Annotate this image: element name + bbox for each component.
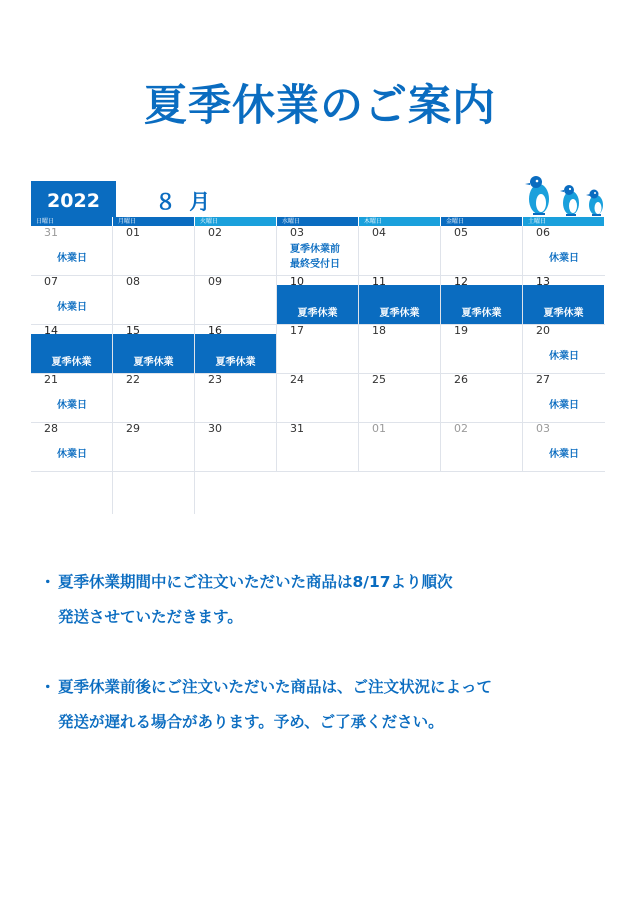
- day-number: 17: [290, 324, 304, 337]
- calendar-day: [113, 275, 194, 323]
- day-number: 19: [454, 324, 468, 337]
- notice-2-line-1: 夏季休業前後にご注文いただいた商品は、ご注文状況によって: [58, 678, 493, 696]
- bullet: ・: [40, 573, 56, 591]
- calendar-day: [195, 373, 276, 421]
- holiday-label: 休業日: [57, 449, 87, 460]
- weekday-header: 水曜日: [277, 217, 358, 226]
- day-number: 31: [290, 422, 304, 435]
- weekday-header: 火曜日: [195, 217, 276, 226]
- calendar-day: [359, 275, 440, 324]
- day-number: 02: [208, 226, 222, 239]
- weekday-header: 月曜日: [113, 217, 194, 226]
- penguin-icons: [523, 175, 609, 217]
- calendar-day: [523, 373, 604, 421]
- day-number: 03: [290, 226, 304, 239]
- calendar-day: [277, 373, 358, 421]
- day-number: 28: [44, 422, 58, 435]
- calendar-day: [195, 275, 276, 323]
- notice-2-line-2: 発送が遅れる場合があります。予め、ご了承ください。: [58, 713, 444, 731]
- calendar-day: [441, 324, 522, 372]
- day-number: 01: [372, 422, 386, 435]
- day-number: 24: [290, 373, 304, 386]
- weekday-header: 木曜日: [359, 217, 440, 226]
- day-number: 08: [126, 275, 140, 288]
- summer-holiday-label: 夏季休業: [461, 308, 502, 319]
- day-number: 15: [126, 324, 140, 337]
- calendar-day: [441, 275, 522, 324]
- day-number: 09: [208, 275, 222, 288]
- calendar-day: [277, 226, 358, 274]
- summer-holiday-label: 夏季休業: [379, 308, 420, 319]
- calendar-day: [113, 422, 194, 470]
- weekday-header: 日曜日: [31, 217, 112, 226]
- notice-1-line-1: 夏季休業期間中にご注文いただいた商品は8/17より順次: [58, 573, 453, 591]
- calendar-day: [277, 324, 358, 372]
- day-number: 21: [44, 373, 58, 386]
- penguin-icon: [560, 185, 579, 216]
- day-number: 07: [44, 275, 58, 288]
- holiday-label: 休業日: [549, 351, 579, 362]
- day-number: 27: [536, 373, 550, 386]
- calendar-day: [113, 373, 194, 421]
- day-number: 01: [126, 226, 140, 239]
- summer-holiday-label: 夏季休業: [51, 357, 92, 368]
- calendar-day: [31, 226, 112, 274]
- day-number: 13: [536, 275, 550, 288]
- page-title: 夏季休業のご案内: [144, 81, 496, 131]
- holiday-label: 休業日: [57, 400, 87, 411]
- deadline-note-line: 夏季休業前: [290, 244, 340, 255]
- holiday-label: 休業日: [549, 400, 579, 411]
- calendar-day: [359, 226, 440, 274]
- calendar-day: [523, 324, 604, 372]
- calendar-day: [441, 373, 522, 421]
- day-number: 20: [536, 324, 550, 337]
- holiday-label: 休業日: [549, 449, 579, 460]
- calendar-month: ８ 月: [155, 190, 214, 214]
- calendar-day: [31, 422, 112, 470]
- calendar-day: [277, 275, 358, 324]
- calendar-day: [113, 324, 194, 373]
- calendar-day: [523, 422, 604, 470]
- day-number: 04: [372, 226, 386, 239]
- calendar-day: [31, 324, 112, 373]
- calendar-year: 2022: [31, 181, 116, 217]
- day-number: 18: [372, 324, 386, 337]
- calendar-day: [195, 226, 276, 274]
- summer-holiday-label: 夏季休業: [215, 357, 256, 368]
- calendar-day: [359, 422, 440, 470]
- day-number: 06: [536, 226, 550, 239]
- summer-holiday-label: 夏季休業: [133, 357, 174, 368]
- calendar-day: [195, 422, 276, 470]
- penguin-icon: [586, 190, 603, 217]
- calendar-day: [441, 422, 522, 470]
- day-number: 05: [454, 226, 468, 239]
- day-number: 31: [44, 226, 58, 239]
- penguin-icon: [525, 176, 549, 215]
- day-number: 02: [454, 422, 468, 435]
- weekday-header: 金曜日: [441, 217, 522, 226]
- day-number: 26: [454, 373, 468, 386]
- day-number: 11: [372, 275, 386, 288]
- holiday-label: 休業日: [57, 253, 87, 264]
- deadline-note-line: 最終受付日: [290, 259, 340, 270]
- day-number: 22: [126, 373, 140, 386]
- day-number: 29: [126, 422, 140, 435]
- calendar-day: [523, 226, 604, 274]
- day-number: 12: [454, 275, 468, 288]
- deadline-note: [290, 242, 340, 272]
- day-number: 03: [536, 422, 550, 435]
- calendar-day: [277, 422, 358, 470]
- day-number: 30: [208, 422, 222, 435]
- calendar-day: [359, 324, 440, 372]
- calendar-day: [441, 226, 522, 274]
- notice-1-line-2: 発送させていただきます。: [58, 608, 243, 626]
- grid-line: [31, 471, 605, 472]
- calendar-day: [31, 373, 112, 421]
- day-number: 23: [208, 373, 222, 386]
- bullet: ・: [40, 678, 56, 696]
- summer-holiday-label: 夏季休業: [297, 308, 338, 319]
- summer-holiday-label: 夏季休業: [543, 308, 584, 319]
- weekday-header: 土曜日: [523, 217, 604, 226]
- day-number: 14: [44, 324, 58, 337]
- day-number: 25: [372, 373, 386, 386]
- day-number: 10: [290, 275, 304, 288]
- day-number: 16: [208, 324, 222, 337]
- holiday-label: 休業日: [549, 253, 579, 264]
- calendar-day: [195, 324, 276, 373]
- calendar-day: [523, 275, 604, 324]
- calendar-day: [31, 275, 112, 323]
- calendar-day: [359, 373, 440, 421]
- calendar-day: [113, 226, 194, 274]
- holiday-label: 休業日: [57, 302, 87, 313]
